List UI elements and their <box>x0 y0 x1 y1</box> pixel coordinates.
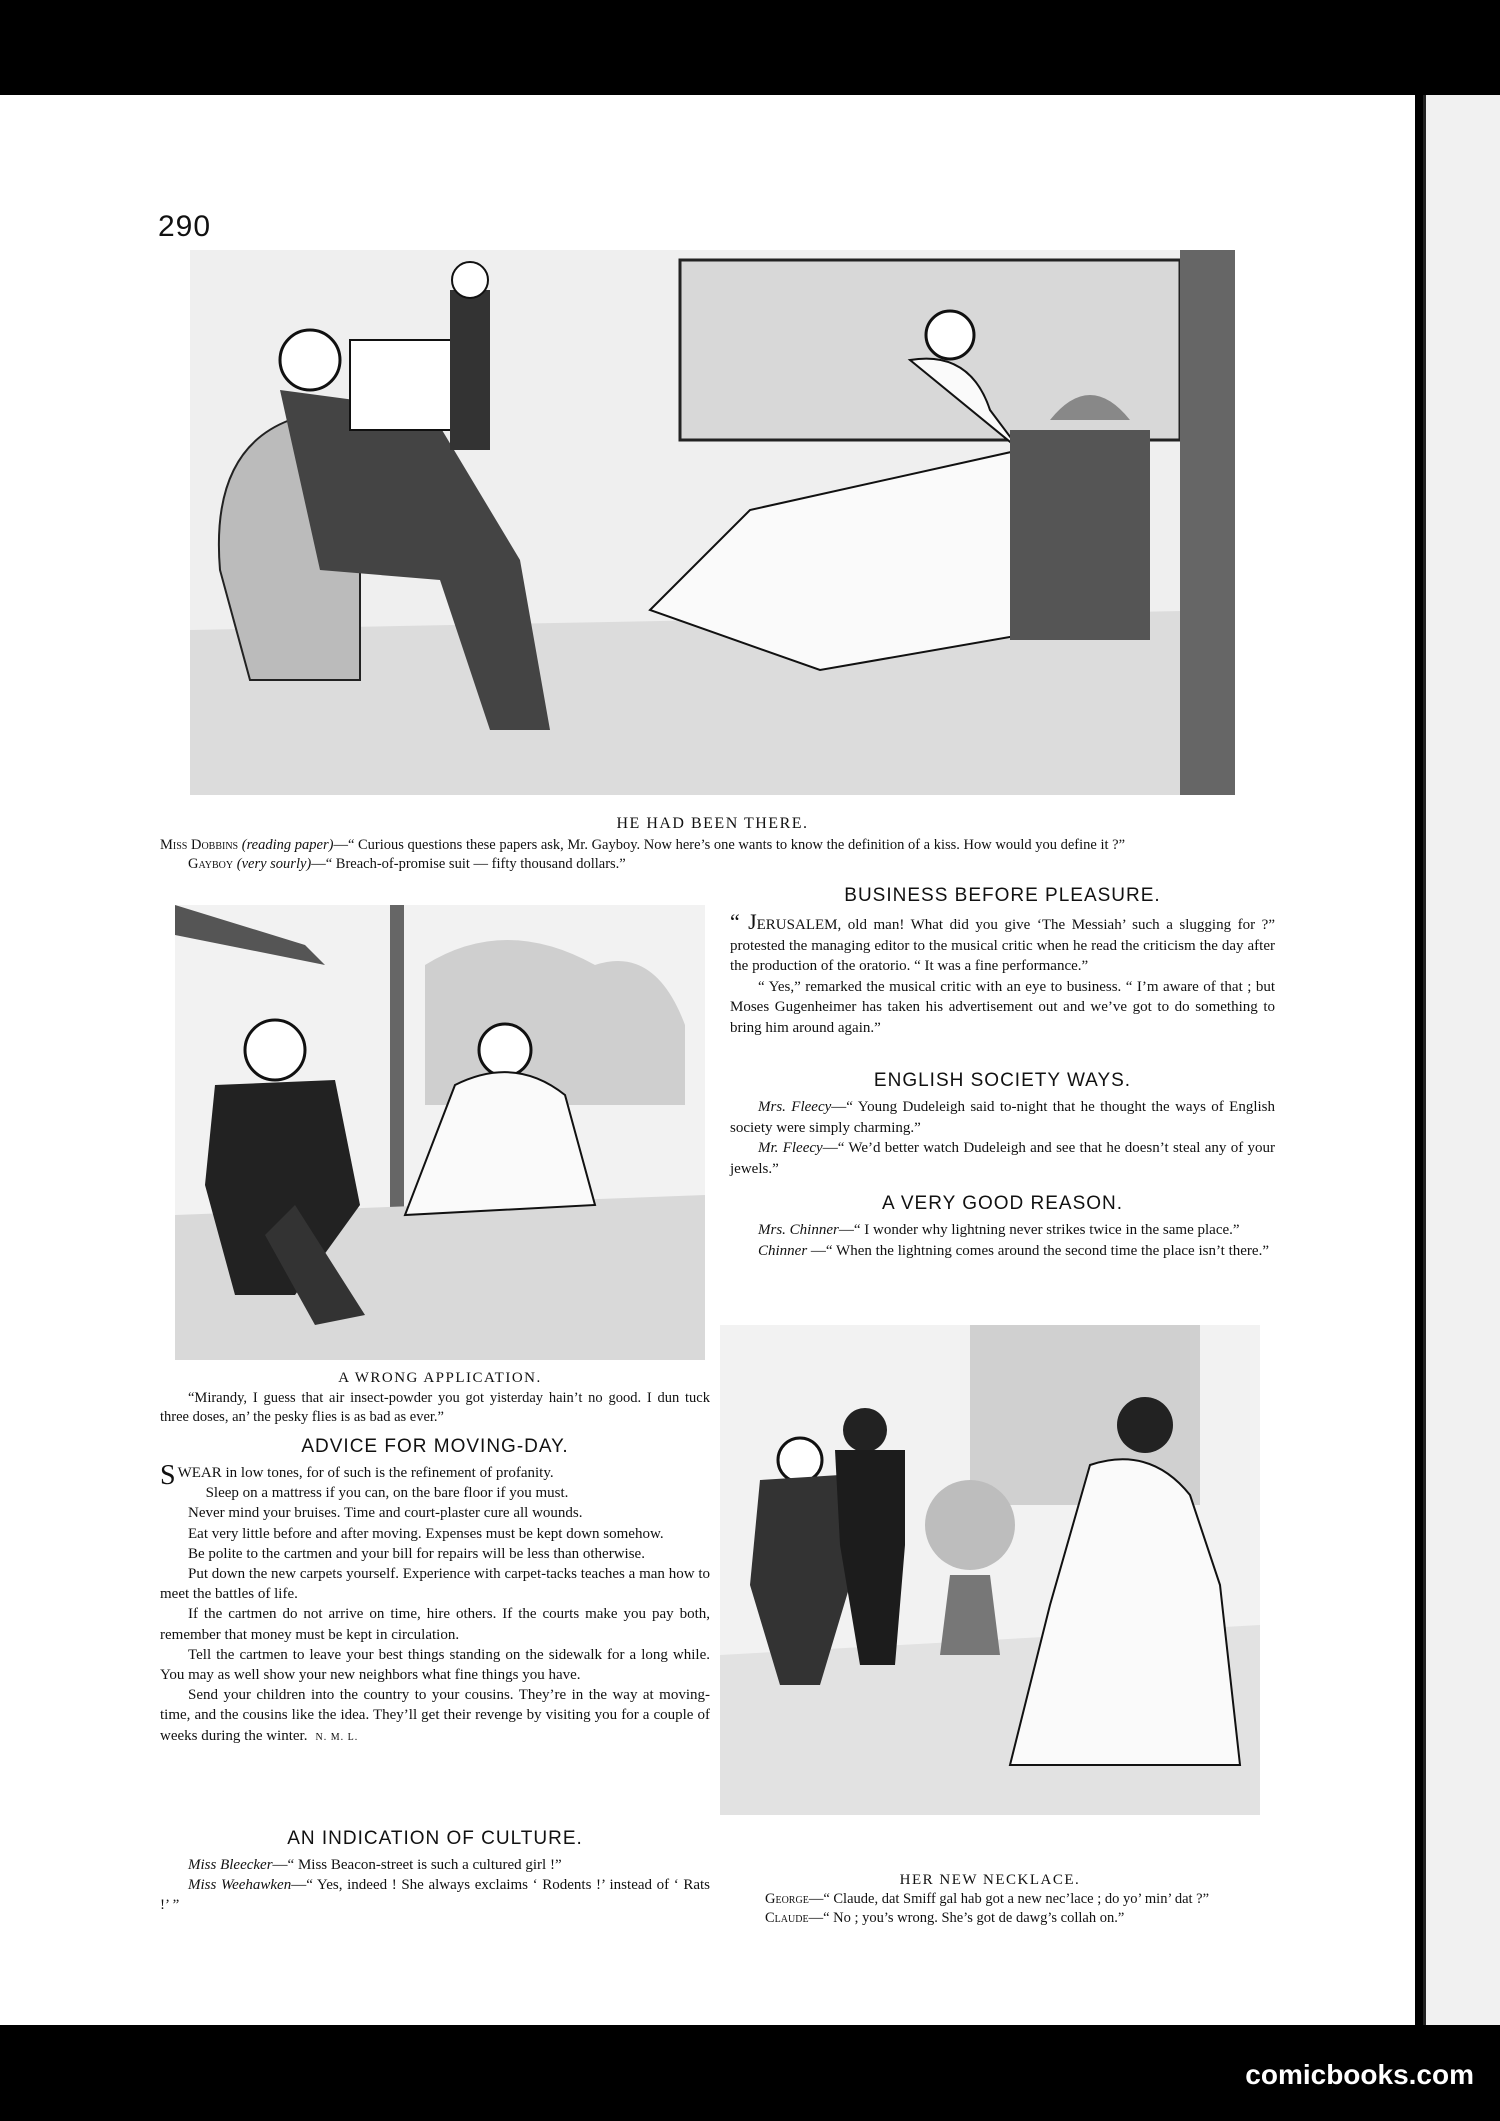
advice-heading: ADVICE FOR MOVING-DAY. <box>301 1436 569 1457</box>
cartoon3-title: HER NEW NECKLACE. <box>899 1872 1081 1888</box>
illustration-he-had-been-there <box>190 250 1235 795</box>
culture-heading: AN INDICATION OF CULTURE. <box>287 1828 583 1849</box>
illustration-wrong-application <box>175 905 705 1360</box>
culture-body: Miss Bleecker—“ Miss Beacon-street is such a cultured girl !” Miss Weehawken—“ Yes, indeed ! She always exclaims ‘ Rodents !’ instead of ‘ Rats !’ ” <box>160 1857 711 1913</box>
society-body: Mrs. Fleecy—“ Young Dudeleigh said to-night that he thought the ways of English society were simply charming.” Mr. Fleecy—“ We’d better watch Dudeleigh and see that he doesn’t steal any of your jewels.” <box>730 1099 1275 1177</box>
cartoon1-caption: Miss Dobbins (reading paper)—“ Curious questions these papers ask, Mr. Gayboy. Now here’s one wants to know the definition of a kiss. How would you define it ?” Gayboy (very sourly)—“ Breach-of-promise suit — fifty thousand dollars.” <box>160 837 1126 872</box>
illustration-her-new-necklace <box>720 1325 1260 1815</box>
advice-body: SWEAR in low tones, for of such is the refinement of profanity. Sleep on a mattress if you can, on the bare floor if you must. Never mind your bruises. Time and court-plaster cure all wounds. Eat very little before and after moving. Expenses must be kept down somehow. Be polite to the cartmen and your bill for repairs will be less than otherwise. Put down the new carpets yourself. Experience with carpet-tacks teaches a man how to meet the battles of life. If the cartmen do not arrive on time, hire others. If the courts make you pay both, remember that money must be kept in circulation. Tell the cartmen to leave your best things standing on the sidewalk for a long while. You may as well show your new neighbors what fine things you have. Send your children into the country to your cousins. They’re in the way at moving-time, and the cousins like the idea. They’ll get their revenge by visiting you for a couple of weeks during the winter. N. M. L. <box>160 1460 710 1744</box>
reason-body: Mrs. Chinner—“ I wonder why lightning never strikes twice in the same place.” Chinner —“ When the lightning comes around the second time the place isn’t there.” <box>758 1222 1269 1259</box>
page-number: 290 <box>158 210 212 243</box>
reason-heading: A VERY GOOD REASON. <box>881 1193 1124 1214</box>
business-heading: BUSINESS BEFORE PLEASURE. <box>844 885 1161 906</box>
cartoon1-title: HE HAD BEEN THERE. <box>616 815 809 832</box>
adjacent-page-edge <box>1415 95 1500 2025</box>
cartoon3-caption: George—“ Claude, dat Smiff gal hab got a new nec’lace ; do yo’ min’ dat ?” Claude—“ No ; you’s wrong. She’s got de dawg’s collah on.” <box>765 1891 1210 1926</box>
cartoon2-caption: “Mirandy, I guess that air insect-powder you got yisterday hain’t no good. I dun tuck three doses, an’ the pesky flies is as bad as ever.” <box>160 1390 710 1425</box>
society-heading: ENGLISH SOCIETY WAYS. <box>873 1070 1132 1091</box>
site-watermark: comicbooks.com <box>1245 2059 1474 2090</box>
cartoon2-title: A WRONG APPLICATION. <box>338 1370 542 1386</box>
business-body: “ JERUSALEM, old man! What did you give ‘The Messiah’ such a slugging for ?” protested the managing editor to the musical critic when he read the criticism the day after the production of the oratorio. “ It was a fine performance.” “ Yes,” remarked the musical critic with an eye to business. “ I’m aware of that ; but Moses Gugenheimer has taken his advertisement out and we’ve got to do something to bring him around again.” <box>730 909 1275 1036</box>
